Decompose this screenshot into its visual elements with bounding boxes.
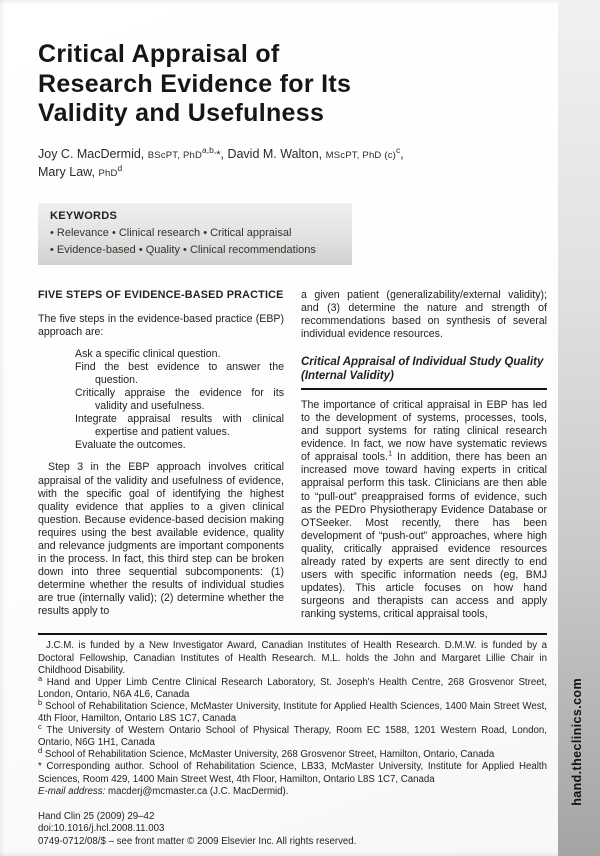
- affiliation-mark: c: [38, 721, 42, 731]
- funding-note: J.C.M. is funded by a New Investigator Award, Canadian Institutes of Health Research. D.M.W. is funded by a Doctoral Fellowship, Canadian Institutes of Health Research. M.L. holds the John and Margaret Lillie Chair in Childhood Disability.: [38, 640, 547, 676]
- paragraph-text: In addition, there has been an increased move toward having experts in critical appraisal perform this task. Clinicians are then able to “pull-out” preappraised forms of evidence, such as the PEDro Physiotherapy Evidence Database or OTSeeker. Most recently, there has been development of “push-out” approaches, where high quality, critically appraised evidence resources already rated by experts are sent directly to end users with specific information needs (eg, BMJ updates). This article focuses on how hand surgeons and therapists can access and apply ranking systems, critical appraisal tools,: [301, 451, 547, 621]
- title-line-2: Research Evidence for Its: [38, 69, 352, 98]
- journal-info-block: [38, 811, 547, 849]
- author-3-affiliation-marks: d: [117, 162, 123, 173]
- author-1-corresponding-mark: *: [216, 148, 221, 161]
- keywords-heading: KEYWORDS: [50, 209, 118, 222]
- right-column: [301, 289, 547, 622]
- journal-website: hand.theclinics.com: [570, 678, 584, 806]
- affiliation-c: [38, 721, 547, 749]
- author-1-affiliation-marks: a,b,: [202, 144, 217, 155]
- affiliation-mark: d: [38, 746, 43, 756]
- continuation-paragraph: a given patient (generalizability/external validity); and (3) determine the nature and strength of recommendations based on synthesis of several individual evidence resources.: [301, 288, 547, 340]
- section-heading-five-steps: FIVE STEPS OF EVIDENCE-BASED PRACTICE: [38, 288, 284, 301]
- subsection-heading-critical-appraisal: Critical Appraisal of Individual Study Quality (Internal Validity): [301, 355, 547, 390]
- affiliation-a: [38, 673, 547, 701]
- affiliation-text: Hand and Upper Limb Centre Clinical Research Laboratory, St. Joseph's Health Centre, 268 Grosvenor Street, London, Ontario, N6A 4L6, Canada: [38, 676, 547, 700]
- affiliation-text: School of Rehabilitation Science, McMaster University, 268 Grosvenor Street, Hamilton, Ontario, Canada: [44, 749, 495, 761]
- author-2-degrees: MScPT, PhD (c): [325, 149, 397, 161]
- list-item: Evaluate the outcomes.: [75, 439, 186, 452]
- journal-sidebar: [558, 0, 600, 856]
- email-suffix: (J.C. MacDermid).: [207, 785, 289, 797]
- author-separator: ,: [220, 146, 228, 161]
- list-item: Integrate appraisal results with clinical expertise and patient values.: [75, 413, 284, 439]
- journal-citation: Hand Clin 25 (2009) 29–42: [38, 810, 155, 822]
- left-column: [38, 289, 284, 622]
- author-line-1: [38, 146, 547, 164]
- journal-doi: doi:10.1016/j.hcl.2008.11.003: [38, 823, 165, 835]
- author-3-degrees: PhD: [98, 167, 118, 179]
- list-item: Ask a specific clinical question.: [75, 347, 221, 360]
- author-separator: ,: [400, 146, 404, 161]
- author-2-affiliation-marks: c: [396, 144, 401, 155]
- article-body: [38, 289, 547, 622]
- corresponding-text: Corresponding author. School of Rehabilitation Science, LB33, McMaster University, Institute for Applied Health Sciences, Room 429, 1400 Main Street West, 4th Floor, Hamilton, Ontario L8S 1C7, Canada: [38, 761, 547, 785]
- affiliation-mark: a: [38, 673, 43, 683]
- footnotes-block: [38, 633, 547, 797]
- author-1-degrees: BScPT, PhD: [147, 149, 203, 161]
- appraisal-paragraph: [301, 399, 547, 622]
- author-byline: [38, 146, 547, 182]
- title-line-3: Validity and Usefulness: [38, 99, 325, 127]
- list-item: Critically appraise the evidence for its validity and usefulness.: [75, 386, 284, 413]
- article-title: [38, 40, 547, 129]
- email-note: [38, 786, 547, 798]
- corresponding-author-note: [38, 761, 547, 785]
- ebp-steps-list: [38, 348, 284, 453]
- author-1-name: Joy C. MacDermid,: [38, 146, 148, 161]
- reference-mark: 1: [387, 448, 393, 458]
- journal-copyright: 0749-0712/08/$ – see front matter © 2009 Elsevier Inc. All rights reserved.: [38, 835, 357, 847]
- author-3-name: Mary Law,: [38, 164, 99, 179]
- keywords-box: [38, 203, 352, 265]
- intro-paragraph: The five steps in the evidence-based practice (EBP) approach are:: [38, 312, 284, 338]
- affiliation-text: The University of Western Ontario School of Physical Therapy, Room EC 1588, 1201 Western Road, London, Ontario, N6G 1H1, Canada: [38, 725, 547, 749]
- list-item: Find the best evidence to answer the question.: [75, 360, 284, 386]
- title-line-1: Critical Appraisal of: [38, 40, 280, 68]
- author-line-2: [38, 164, 547, 182]
- paragraph-text: The importance of critical appraisal in EBP has led to the development of systems, processes, tools, and support systems for rating clinical research evidence. In fact, we now have systematic reviews of appraisal tools.: [301, 398, 547, 464]
- step3-paragraph: Step 3 in the EBP approach involves critical appraisal of the validity and usefulness of evidence, with the specific goal of identifying the highest quality evidence that applies to a given clinical question. Because evidence-based decision making requires using the best available evidence, quality and relevance judgments are important components in the process. In fact, this third step can be broken down into three sequential subcomponents: (1) determine whether the results of individual studies are true (internally valid); (2) determine whether the results apply to: [38, 461, 284, 618]
- keywords-line-1: • Relevance • Clinical research • Critical appraisal: [50, 226, 292, 239]
- keywords-line-2: • Evidence-based • Quality • Clinical recommendations: [50, 243, 316, 256]
- article-content: [38, 0, 547, 848]
- author-2-name: David M. Walton,: [227, 146, 326, 161]
- corresponding-mark: *: [38, 761, 42, 773]
- affiliation-d: [38, 746, 547, 761]
- affiliation-b: [38, 697, 547, 725]
- email-label: E-mail address:: [38, 785, 106, 797]
- affiliation-mark: b: [38, 697, 43, 707]
- email-address: macderj@mcmaster.ca: [105, 785, 208, 797]
- affiliation-text: School of Rehabilitation Science, McMaster University, Institute for Applied Health Sciences, 1400 Main Street West, 4th Floor, Hamilton, Ontario L8S 1C7, Canada: [38, 700, 547, 725]
